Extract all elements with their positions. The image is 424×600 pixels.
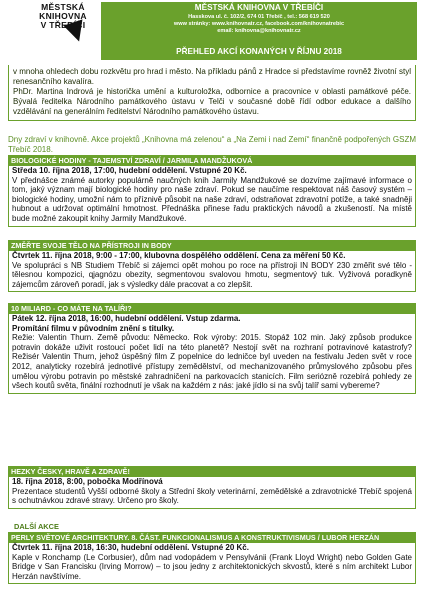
intro-box [8,65,416,121]
section-title-bar: HEZKY ČESKY, HRAVĚ A ZDRAVĚ! [9,467,415,477]
section-title-bar: ZMĚŘTE SVOJE TĚLO NA PŘÍSTROJI IN BODY [9,241,415,251]
header-web: www stránky: www.knihovnatr.cz, facebook.com/knihovnatrebic [173,21,345,27]
event-description: Prezentace studentů Vyšší odborné školy a Střední školy veterinární, zemědělské a zdravotnické Třebíč spojená s ochutnávkou zdravé stravy. Určeno pro školy. [12,486,412,506]
event-10-billion-film [8,303,416,394]
intro-text-1: v mnoha ohledech dobu rozkvětu pro hrad i město. Na příkladu pánů z Hradce si představíme rovněž životní styl renesančního kavalíra. [13,67,411,86]
event-biological-clock [8,155,416,227]
section-title-bar: PERLY SVĚTOVÉ ARCHITEKTURY. 8. ČÁST. FUNKCIONALISMUS A KONSTRUKTIVISMUS / LUBOR HERZÁN [9,533,415,543]
header-title: MĚSTSKÁ KNIHOVNA V TŘEBÍČI [194,3,324,12]
header-address: Hasskova ul. č. 102/2, 674 01 Třebíč , tel.: 568 619 520 [188,14,330,20]
event-date: Čtvrtek 11. října 2018, 16:30, hudební oddělení. Vstupné 20 Kč. [12,543,249,552]
event-healthy-czech [8,466,416,509]
section-title-bar: 10 MILIARD - CO MÁTE NA TALÍŘI? [9,304,415,314]
lead-paragraph: Dny zdraví v knihovně. Akce projektů „Knihovna má zelenou“ a „Na Zemi i nad Zemí“ finančně podpořených GSZM Třebíč 2018. [8,135,416,154]
event-film-note: Promítání filmu v původním znění s titulky. [12,323,175,333]
event-date: Čtvrtek 11. října 2018, 9:00 - 17:00, klubovna dospělého oddělení. Cena za měření 50 Kč. [12,251,346,260]
event-description: V přednášce známé autorky populárně naučných knih Jarmily Mandžukové se dozvíme zajímavé informace o tom, jaký význam mají biologické hodiny pro naše zdraví. Pokud se naučíme respektovat náš časový systém – biologické hodiny, umožní nám to příznivě působit na naše zdraví, odstraňovat zdravotní potíže, a také snadněji hubnout a udržovat optimální hmotnost. Přednáška přinese řadu praktických návodů a zkušeností. Na místě bude možné zakoupit knihy Jarmily Mandžukové. [12,175,412,223]
other-events-heading: DALŠÍ AKCE [14,522,59,531]
event-date: 18. října 2018, 8:00, pobočka Modřínová [12,477,163,486]
intro-text-2: PhDr. Martina Indrová je historička umění a kulturoložka, odbornice a pracovnice v oblasti památkové péče. Bývalá ředitelka Národního památkového ústavu v Telči v současné době řídí odbor edukace a dalšího vzdělávání na generálním ředitelství Národního památkového ústavu. [13,86,411,116]
section-title-bar: BIOLOGICKÉ HODINY - TAJEMSTVÍ ZDRAVÍ / JARMILA MANDŽUKOVÁ [9,156,415,166]
event-date: Středa 10. října 2018, 17:00, hudební oddělení. Vstupné 20 Kč. [12,166,247,175]
header-email: email: knihovna@knihovnatr.cz [217,28,301,34]
event-date: Pátek 12. října 2018, 16:00, hudební oddělení. Vstup zdarma. [12,314,241,323]
event-description: Ve spolupráci s NB Studiem Třebíč si zájemci opět mohou po roce na přístroji IN BODY 230 změřit své tělo - tělesnou kompozici, qjagnózu obezity, segmentovou svalovou hmotu, segmentový tuk. Vyživová poradkyně zájemcům zároveň poradí, jak s výsledky dále pracovat a co zlepšit. [12,260,412,289]
event-inbody-measurement [8,240,416,292]
page-heading: PŘEHLED AKCÍ KONANÝCH V ŘÍJNU 2018 [176,47,342,56]
logo-line-3: V TŘEBÍČI [40,20,86,30]
event-description: Režie: Valentin Thurn. Země původu: Německo. Rok výroby: 2015. Stopáž 102 min. Jaký způsob produkce potravin dokáže uživit rostoucí počet lidí na této planetě? Nestojí svět na rozhraní potravinové katastrofy? Režisér Valentin Thurn, jehož úspěšný film Z popelnice do ledničce byl uveden na festivalu Jeden svět v roce 2012, analyticky rozebírá jednotlivé přístupy zemědělství, od mechanizovaného průmyslového způsobu přes umělou výrobu potravin po městské zahradničení na parkovacích stanicích. Film seriózně rozebírá pohledy ze všech koutů světa, finální rozhodnutí je však na každém z nás: jaké jídlo si na svůj talíř sami vybereme? [12,333,412,391]
event-architecture-pearls [8,532,416,584]
logo-line-2: KNIHOVNA [39,11,87,21]
logo-line-1: MĚSTSKÁ [41,2,85,12]
event-description: Kaple v Ronchamp (Le Corbusier), dům nad vodopádem v Pensylvánii (Frank Lloyd Wright) nebo Golden Gate Bridge v San Francisku (Irving Morrow) – to jsou jedny z architektonických skvostů, které s ním architekt Lubor Herzán navštívíme. [12,552,412,581]
header-band [101,2,417,60]
header-contacts [101,14,417,35]
